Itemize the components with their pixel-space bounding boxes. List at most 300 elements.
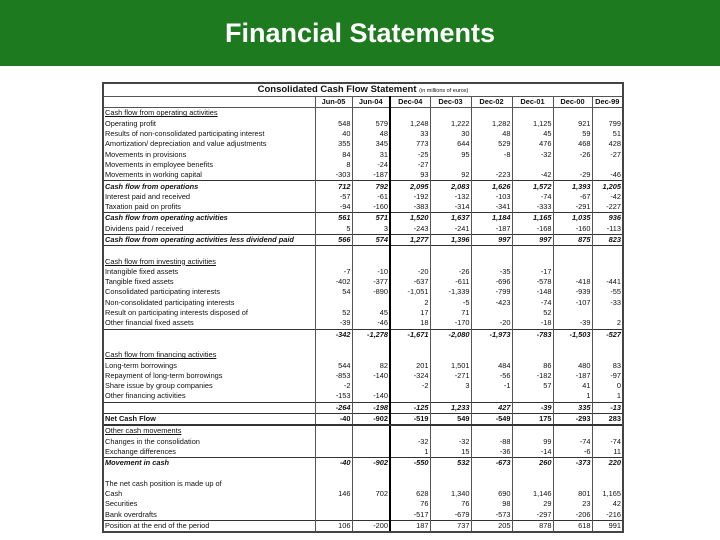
table-row <box>104 170 622 181</box>
cell-dec-01: -297 <box>512 510 553 521</box>
cell-dec-04: 1,520 <box>390 213 430 224</box>
cell-dec-01: -74 <box>512 192 553 202</box>
cell-dec-03: -2,080 <box>430 329 471 340</box>
row-label: Cash flow from operating activities <box>105 108 218 118</box>
cell-dec-00 <box>553 160 592 170</box>
column-header-dec-00: Dec-00 <box>553 97 592 108</box>
cell-jun-05 <box>315 108 352 119</box>
cell-dec-01: -74 <box>512 298 553 308</box>
cell-dec-02 <box>471 340 512 350</box>
cell-jun-04: -902 <box>352 458 390 469</box>
cell-dec-04: 628 <box>390 489 430 499</box>
cell-dec-04: -550 <box>390 458 430 469</box>
row-label: Result on participating interests disposed of <box>105 308 248 318</box>
cell-dec-04: -517 <box>390 510 430 521</box>
cell-dec-01: 1,165 <box>512 213 553 224</box>
cell-dec-02: -8 <box>471 149 512 159</box>
cell-dec-01: 476 <box>512 139 553 149</box>
cell-jun-04 <box>352 510 390 521</box>
cell-dec-04: -519 <box>390 413 430 425</box>
cell-jun-04: 345 <box>352 139 390 149</box>
cell-dec-03: 95 <box>430 149 471 159</box>
row-label: Results of non-consolidated participating interest <box>105 129 265 139</box>
cell-jun-05: 84 <box>315 149 352 159</box>
cell-jun-04: -200 <box>352 520 390 531</box>
row-label: Changes in the consolidation <box>105 436 200 446</box>
cell-dec-04: 1 <box>390 447 430 458</box>
cell-dec-04: 187 <box>390 520 430 531</box>
cell-dec-00: -107 <box>553 298 592 308</box>
table-row <box>104 160 622 170</box>
cell-dec-00 <box>553 479 592 489</box>
cell-dec-03: -170 <box>430 318 471 329</box>
table-row <box>104 437 622 447</box>
cell-dec-03 <box>430 479 471 489</box>
cell-dec-99 <box>592 267 622 277</box>
cell-dec-00: -373 <box>553 458 592 469</box>
cell-dec-01: 57 <box>512 381 553 391</box>
row-label: Operating profit <box>105 118 156 128</box>
cell-dec-99: 51 <box>592 129 622 139</box>
cell-dec-03: 76 <box>430 499 471 509</box>
cell-jun-05 <box>315 340 352 350</box>
cash-flow-table <box>102 82 624 533</box>
cell-jun-05: 566 <box>315 234 352 245</box>
cell-dec-00: -939 <box>553 287 592 297</box>
cell-dec-00: 41 <box>553 381 592 391</box>
table-row <box>104 139 622 149</box>
table-row <box>104 192 622 202</box>
cell-jun-05: 5 <box>315 224 352 235</box>
cell-dec-00: 59 <box>553 129 592 139</box>
cell-dec-99: 283 <box>592 413 622 425</box>
cell-dec-99: 991 <box>592 520 622 531</box>
cell-jun-04: -377 <box>352 277 390 287</box>
cell-jun-04 <box>352 479 390 489</box>
cell-dec-99: 799 <box>592 119 622 129</box>
cell-dec-99: -13 <box>592 402 622 413</box>
row-label: Securities <box>105 499 138 509</box>
cell-dec-04 <box>390 256 430 266</box>
row-label: Taxation paid on profits <box>105 202 182 212</box>
cell-dec-02: -696 <box>471 277 512 287</box>
cell-jun-05: -264 <box>315 402 352 413</box>
table-row <box>104 234 622 245</box>
row-label: Cash flow from financing activities <box>105 350 217 360</box>
cell-jun-05: -39 <box>315 318 352 329</box>
cell-dec-02: -20 <box>471 318 512 329</box>
cell-dec-00: -291 <box>553 202 592 213</box>
cell-jun-04: -198 <box>352 402 390 413</box>
cell-dec-02: 1,626 <box>471 181 512 192</box>
cell-dec-01: -168 <box>512 224 553 235</box>
cell-dec-99: 1 <box>592 391 622 402</box>
cell-dec-99: -97 <box>592 371 622 381</box>
cell-dec-03: 92 <box>430 170 471 181</box>
cell-jun-04: -140 <box>352 371 390 381</box>
table-unit: (in millions of euros) <box>419 87 469 94</box>
cell-dec-04: 1,277 <box>390 234 430 245</box>
cell-jun-05: -153 <box>315 391 352 402</box>
cell-dec-01: -578 <box>512 277 553 287</box>
cell-dec-01: 45 <box>512 129 553 139</box>
cell-dec-04: -20 <box>390 267 430 277</box>
cell-dec-00: -206 <box>553 510 592 521</box>
cell-dec-01 <box>512 160 553 170</box>
table-title-row <box>104 84 622 97</box>
cell-jun-05 <box>315 437 352 447</box>
cell-jun-04: 3 <box>352 224 390 235</box>
cell-dec-01: -39 <box>512 402 553 413</box>
table-row <box>104 108 622 119</box>
cell-jun-05 <box>315 298 352 308</box>
cell-dec-01: -32 <box>512 149 553 159</box>
cell-dec-00: 801 <box>553 489 592 499</box>
cell-jun-04: -187 <box>352 170 390 181</box>
cell-dec-00 <box>553 246 592 257</box>
cell-dec-01: 99 <box>512 437 553 447</box>
row-label: Movements in employee benefits <box>105 159 214 169</box>
cell-dec-99: 42 <box>592 499 622 509</box>
table-row <box>104 256 622 266</box>
cell-dec-00: 1,035 <box>553 213 592 224</box>
row-label: Tangible fixed assets <box>105 277 174 287</box>
table-row <box>104 520 622 531</box>
row-label: Movement in cash <box>104 458 315 469</box>
cell-dec-03: 532 <box>430 458 471 469</box>
cell-dec-02: -103 <box>471 192 512 202</box>
table-row <box>104 447 622 458</box>
cell-dec-99 <box>592 425 622 436</box>
cell-dec-04: -32 <box>390 437 430 447</box>
cell-jun-05: 40 <box>315 129 352 139</box>
cell-dec-04 <box>390 468 430 478</box>
row-label: Movements in working capital <box>105 170 202 180</box>
cell-dec-02: -56 <box>471 371 512 381</box>
table-row <box>104 277 622 287</box>
cell-dec-01 <box>512 468 553 478</box>
cell-dec-00: 1 <box>553 391 592 402</box>
cell-dec-00: -160 <box>553 224 592 235</box>
row-label: Position at the end of the period <box>104 520 315 531</box>
cell-dec-99 <box>592 160 622 170</box>
cell-jun-04: -10 <box>352 267 390 277</box>
cell-dec-99: 1,165 <box>592 489 622 499</box>
cell-jun-05: 8 <box>315 160 352 170</box>
cell-dec-04 <box>390 425 430 436</box>
cell-dec-03 <box>430 391 471 402</box>
cell-dec-04: -192 <box>390 192 430 202</box>
cell-dec-01: 1,125 <box>512 119 553 129</box>
row-label: Cash flow from operating activities <box>104 213 315 224</box>
cell-jun-04: -1,278 <box>352 329 390 340</box>
cell-dec-03: -679 <box>430 510 471 521</box>
cell-dec-99: 936 <box>592 213 622 224</box>
cell-dec-99: -46 <box>592 170 622 181</box>
cell-dec-03 <box>430 340 471 350</box>
cell-jun-05 <box>315 468 352 478</box>
cell-jun-05 <box>315 256 352 266</box>
cell-dec-04: 93 <box>390 170 430 181</box>
cell-dec-99 <box>592 468 622 478</box>
cell-jun-04: 702 <box>352 489 390 499</box>
cell-dec-01: -42 <box>512 170 553 181</box>
table-title <box>104 84 622 97</box>
cell-dec-99: -441 <box>592 277 622 287</box>
row-label: Bank overdrafts <box>105 509 157 519</box>
cell-jun-04 <box>352 340 390 350</box>
cell-jun-05: -853 <box>315 371 352 381</box>
cell-jun-05: -402 <box>315 277 352 287</box>
row-label: Amortization/ depreciation and value adjustments <box>105 139 267 149</box>
cell-jun-05: -94 <box>315 202 352 213</box>
cell-dec-99 <box>592 256 622 266</box>
row-label <box>104 329 315 340</box>
cell-dec-02: -1 <box>471 381 512 391</box>
cell-dec-02 <box>471 391 512 402</box>
cell-dec-04: 201 <box>390 360 430 370</box>
cell-dec-00: 335 <box>553 402 592 413</box>
cell-dec-02 <box>471 308 512 318</box>
cell-dec-01: 260 <box>512 458 553 469</box>
cell-dec-01 <box>512 246 553 257</box>
cell-dec-02: -223 <box>471 170 512 181</box>
cell-jun-04 <box>352 246 390 257</box>
cell-dec-99 <box>592 350 622 360</box>
table-row <box>104 510 622 521</box>
cell-dec-99 <box>592 308 622 318</box>
cell-dec-99: 83 <box>592 360 622 370</box>
cell-jun-05: -7 <box>315 267 352 277</box>
cell-dec-04: -1,051 <box>390 287 430 297</box>
cell-dec-01 <box>512 391 553 402</box>
cell-dec-01: -17 <box>512 267 553 277</box>
cell-dec-02: 1,282 <box>471 119 512 129</box>
table-row <box>104 489 622 499</box>
row-label: Cash flow from operations <box>104 181 315 192</box>
cell-dec-00: -6 <box>553 447 592 458</box>
cell-dec-02: 427 <box>471 402 512 413</box>
cell-dec-03: -271 <box>430 371 471 381</box>
column-header-row <box>104 97 622 108</box>
column-header-dec-03: Dec-03 <box>430 97 471 108</box>
row-label: Exchange differences <box>105 446 176 456</box>
cell-dec-00: 618 <box>553 520 592 531</box>
cell-dec-03: -241 <box>430 224 471 235</box>
cell-dec-99: -216 <box>592 510 622 521</box>
cell-dec-02: -799 <box>471 287 512 297</box>
cell-dec-00: 921 <box>553 119 592 129</box>
cell-dec-02 <box>471 350 512 360</box>
column-header-dec-02: Dec-02 <box>471 97 512 108</box>
cell-dec-02: -88 <box>471 437 512 447</box>
cell-jun-05: 544 <box>315 360 352 370</box>
cell-jun-05: -2 <box>315 381 352 391</box>
cell-dec-03: -5 <box>430 298 471 308</box>
label-column-header <box>104 97 315 108</box>
table-row <box>104 129 622 139</box>
cell-dec-04 <box>390 479 430 489</box>
table-row <box>104 391 622 402</box>
cell-jun-04: -61 <box>352 192 390 202</box>
cell-dec-01 <box>512 479 553 489</box>
cell-dec-99: -113 <box>592 224 622 235</box>
row-label: Interest paid and received <box>105 191 191 201</box>
cell-dec-02: 690 <box>471 489 512 499</box>
cell-jun-04 <box>352 256 390 266</box>
cell-dec-03: 1,340 <box>430 489 471 499</box>
cell-dec-99 <box>592 108 622 119</box>
column-header-dec-04: Dec-04 <box>390 97 430 108</box>
cell-dec-99: -33 <box>592 298 622 308</box>
row-label: Cash flow from investing activities <box>105 256 216 266</box>
table-row <box>104 287 622 297</box>
cell-dec-02: -341 <box>471 202 512 213</box>
cell-dec-03 <box>430 350 471 360</box>
cell-dec-03: -1,339 <box>430 287 471 297</box>
cell-dec-00: -418 <box>553 277 592 287</box>
cell-dec-04 <box>390 350 430 360</box>
cell-dec-99: -74 <box>592 437 622 447</box>
cell-jun-05: 548 <box>315 119 352 129</box>
cell-dec-00: 468 <box>553 139 592 149</box>
table-body <box>104 108 622 531</box>
row-label <box>104 402 315 413</box>
row-label: Dividens paid / received <box>105 223 184 233</box>
row-label: Cash <box>105 489 123 499</box>
row-label <box>104 468 315 478</box>
cell-dec-04: -637 <box>390 277 430 287</box>
cell-jun-04: -890 <box>352 287 390 297</box>
cell-dec-03 <box>430 468 471 478</box>
cell-dec-02 <box>471 256 512 266</box>
cell-dec-99: 0 <box>592 381 622 391</box>
title-banner <box>0 0 720 66</box>
cell-dec-99: 823 <box>592 234 622 245</box>
cell-dec-01: 997 <box>512 234 553 245</box>
cell-jun-05: 712 <box>315 181 352 192</box>
cell-jun-05 <box>315 425 352 436</box>
cell-dec-04: -1,671 <box>390 329 430 340</box>
table-row <box>104 119 622 129</box>
cell-dec-02: -549 <box>471 413 512 425</box>
cell-dec-04: -383 <box>390 202 430 213</box>
cell-dec-00: 23 <box>553 499 592 509</box>
cell-dec-04: -125 <box>390 402 430 413</box>
cell-jun-04: 82 <box>352 360 390 370</box>
cell-jun-04: -24 <box>352 160 390 170</box>
row-label: Long-term borrowings <box>105 360 177 370</box>
column-header-jun-05: Jun-05 <box>315 97 352 108</box>
cell-dec-03: 1,501 <box>430 360 471 370</box>
cell-dec-04: -27 <box>390 160 430 170</box>
cell-dec-04: -324 <box>390 371 430 381</box>
cell-jun-05: -303 <box>315 170 352 181</box>
cell-dec-04: -243 <box>390 224 430 235</box>
cell-jun-05: 106 <box>315 520 352 531</box>
cell-dec-99 <box>592 340 622 350</box>
table-row <box>104 479 622 489</box>
table-row <box>104 360 622 370</box>
cell-jun-04: -140 <box>352 391 390 402</box>
cell-dec-02: -573 <box>471 510 512 521</box>
table-row <box>104 350 622 360</box>
cell-dec-03 <box>430 256 471 266</box>
table-row <box>104 425 622 436</box>
cell-dec-02: -1,973 <box>471 329 512 340</box>
table-row <box>104 224 622 235</box>
cell-dec-01: 1,146 <box>512 489 553 499</box>
cell-dec-04: 1,248 <box>390 119 430 129</box>
cell-jun-05: 54 <box>315 287 352 297</box>
cell-dec-00 <box>553 256 592 266</box>
cell-jun-04 <box>352 437 390 447</box>
cell-dec-03: 1,222 <box>430 119 471 129</box>
cell-dec-02 <box>471 246 512 257</box>
table-row <box>104 202 622 213</box>
table-row <box>104 381 622 391</box>
cell-dec-04: 773 <box>390 139 430 149</box>
cell-dec-04 <box>390 246 430 257</box>
cell-dec-04 <box>390 340 430 350</box>
cell-dec-02: -36 <box>471 447 512 458</box>
cell-dec-04 <box>390 391 430 402</box>
cell-dec-03 <box>430 246 471 257</box>
cell-dec-99 <box>592 479 622 489</box>
cell-dec-03 <box>430 108 471 119</box>
row-label: Cash flow from operating activities less dividend paid <box>104 234 315 245</box>
cell-dec-99: 2 <box>592 318 622 329</box>
cell-jun-05: 561 <box>315 213 352 224</box>
cell-dec-00: -26 <box>553 149 592 159</box>
cell-dec-01: 52 <box>512 308 553 318</box>
cell-jun-05: 146 <box>315 489 352 499</box>
table-row <box>104 213 622 224</box>
cell-dec-99: 220 <box>592 458 622 469</box>
cell-dec-03: -26 <box>430 267 471 277</box>
cell-jun-04: 574 <box>352 234 390 245</box>
cell-dec-02 <box>471 479 512 489</box>
cell-dec-99 <box>592 246 622 257</box>
cell-dec-03: 30 <box>430 129 471 139</box>
cell-jun-04: -902 <box>352 413 390 425</box>
table-row <box>104 402 622 413</box>
cell-dec-01: 1,572 <box>512 181 553 192</box>
cell-jun-04 <box>352 425 390 436</box>
column-header-jun-04: Jun-04 <box>352 97 390 108</box>
cell-dec-99: 11 <box>592 447 622 458</box>
cell-dec-04: -25 <box>390 149 430 159</box>
cell-dec-02 <box>471 425 512 436</box>
cell-jun-05: -342 <box>315 329 352 340</box>
cell-dec-01 <box>512 350 553 360</box>
cell-dec-04: 2 <box>390 298 430 308</box>
cell-jun-04: 579 <box>352 119 390 129</box>
cell-dec-02: -35 <box>471 267 512 277</box>
cell-jun-04 <box>352 447 390 458</box>
table-row <box>104 267 622 277</box>
cell-jun-04: 31 <box>352 149 390 159</box>
cell-jun-05 <box>315 510 352 521</box>
row-label <box>104 246 315 257</box>
cell-dec-03: -32 <box>430 437 471 447</box>
cell-dec-02: -187 <box>471 224 512 235</box>
cell-dec-01: -182 <box>512 371 553 381</box>
cell-jun-05: 355 <box>315 139 352 149</box>
cell-dec-01: -14 <box>512 447 553 458</box>
cell-jun-04: -160 <box>352 202 390 213</box>
table-row <box>104 298 622 308</box>
